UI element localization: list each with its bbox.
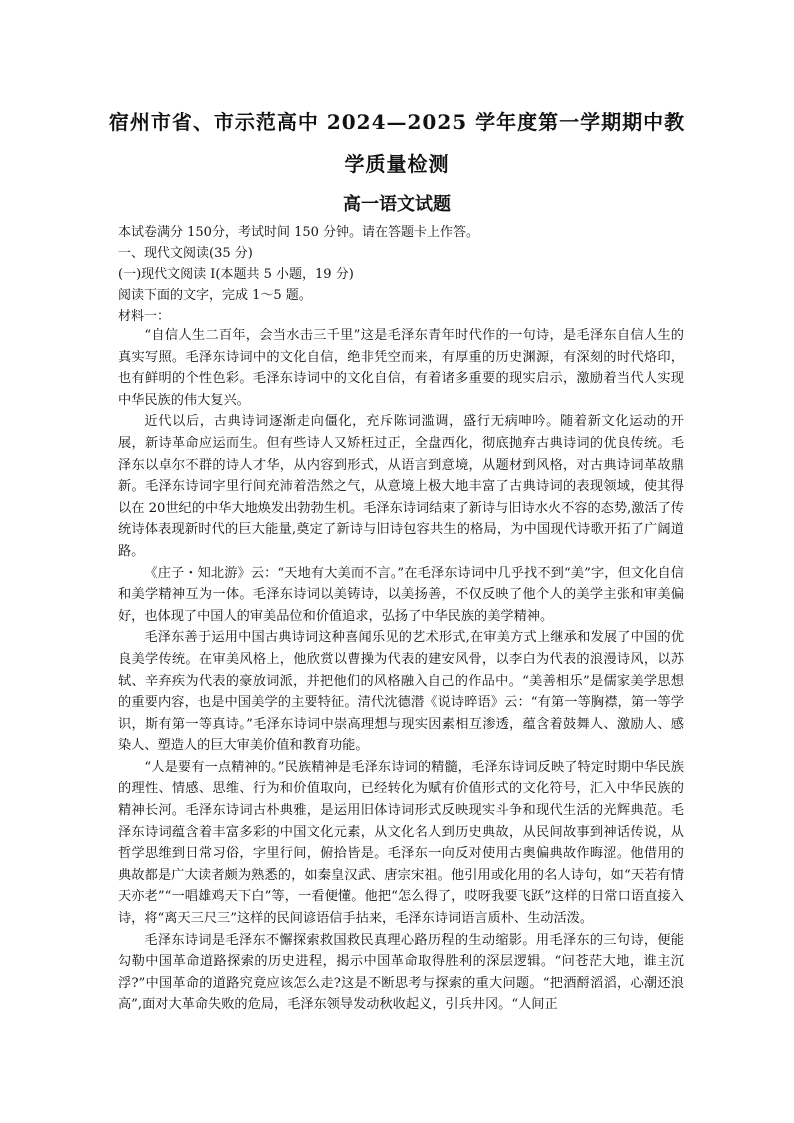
section-heading: 一、现代文阅读(35 分) — [118, 246, 253, 261]
paragraph: 毛泽东善于运用中国古典诗词这种喜闻乐见的艺术形式,在审美方式上继承和发展了中国的优良美学传统。在审美风格上，他欣赏以曹操为代表的建安风骨，以李白为代表的浪漫诗风，以苏轼、辛弃疾为代表的豪放词派，并把他们的风格融入自己的作品中。“美善相乐”是儒家美学思想的重要内容，也是中国美学的主要特征。清代沈德潜《说诗晬语》云：“有第一等胸襟，第一等学识，斯有第一等真诗。”毛泽东诗词中崇高理想与现实因素相互渗透，蕴含着鼓舞人、激励人、感染人、塑造人的巨大审美价值和教育功能。 — [118, 630, 684, 754]
exam-subtitle: 高一语文试题 — [343, 194, 451, 215]
subsection-heading: (一)现代文阅读 I(本题共 5 小题，19 分) — [118, 267, 354, 282]
material-body — [118, 325, 684, 1016]
paragraph: 近代以后，古典诗词逐渐走向僵化，充斥陈词滥调，盛行无病呻吟。随着新文化运动的开展，新诗革命应运而生。但有些诗人又矫枉过正，全盘西化，彻底抛弃古典诗词的优良传统。毛泽东以卓尔不群的诗人才华，从内容到形式，从语言到意境，从题材到风格，对古典诗词革故鼎新。毛泽东诗词字里行间充沛着浩然之气，从意境上极大地丰富了古典诗词的表现领域，使其得以在 20世纪的中华大地焕发出勃勃生机。毛泽东诗词结束了新诗与旧诗水火不容的态势,激活了传统诗体表现新时代的巨大能量,奠定了新诗与旧诗包容共生的格局，为中国现代诗歌开拓了广阔道路。 — [118, 414, 684, 559]
paragraph: 《庄子・知北游》云：“天地有大美而不言。”在毛泽东诗词中几乎找不到“美”字，但文化自信和美学精神互为一体。毛泽东诗词以美铸诗，以美扬善，不仅反映了他个人的美学主张和审美偏好，也体现了中国人的审美品位和价值追求，弘扬了中华民族的美学精神。 — [118, 565, 684, 624]
paragraph: “人是要有一点精神的。”民族精神是毛泽东诗词的精髓，毛泽东诗词反映了特定时期中华民族的理性、情感、思维、行为和价值取向，已经转化为赋有价值形式的文化符号，汇入中华民族的精神长河。毛泽东诗词古朴典雅，是运用旧体诗词形式反映现实斗争和现代生活的光辉典范。毛泽东诗词蕴含着丰富多彩的中国文化元素，从文化名人到历史典故，从民间故事到神话传说，从哲学思维到日常习俗，字里行间，俯拾皆是。毛泽东一向反对使用古奥偏典故作晦涩。他借用的典故都是广大读者颇为熟悉的，如秦皇汉武、唐宗宋祖。他引用或化用的名人诗句，如“天若有情天亦老”“一唱雄鸡天下白”等，一看便懂。他把“怎么得了，哎呀我要飞跃”这样的日常口语直接入诗，将“离天三尺三”这样的民间谚语信手拈来，毛泽东诗词语言质朴、生动活泼。 — [118, 759, 684, 927]
reading-instruction: 阅读下面的文字，完成 1～5 题。 — [118, 288, 312, 303]
paragraph: “自信人生二百年，会当水击三千里”这是毛泽东青年时代作的一句诗，是毛泽东自信人生的真实写照。毛泽东诗词中的文化自信，绝非凭空而来，有厚重的历史渊源，有深刻的时代烙印，也有鲜明的个性色彩。毛泽东诗词中的文化自信，有着诸多重要的现实启示，激励着当代人实现中华民族的伟大复兴。 — [118, 328, 684, 408]
material-label: 材料一： — [118, 309, 171, 324]
exam-title-line-1: 宿州市省、市示范高中 2024—2025 学年度第一学期期中教 — [108, 110, 686, 134]
paragraph: 毛泽东诗词是毛泽东不懈探索救国救民真理心路历程的生动缩影。用毛泽东的三句诗，便能勾勒中国革命道路探索的历史进程，揭示中国革命取得胜利的深层逻辑。“问苍茫大地，谁主沉浮?”中国革命的道路究竟应该怎么走?这是不断思考与探索的重大问题。“把酒酹滔滔，心潮还浪高”,面对大革命失败的危局，毛泽东领导发动秋收起义，引兵井冈。“人间正 — [118, 932, 684, 1013]
exam-title-line-2: 学质量检测 — [344, 152, 450, 176]
exam-instructions: 本试卷满分 150分，考试时间 150 分钟。请在答题卡上作答。 — [118, 225, 480, 240]
